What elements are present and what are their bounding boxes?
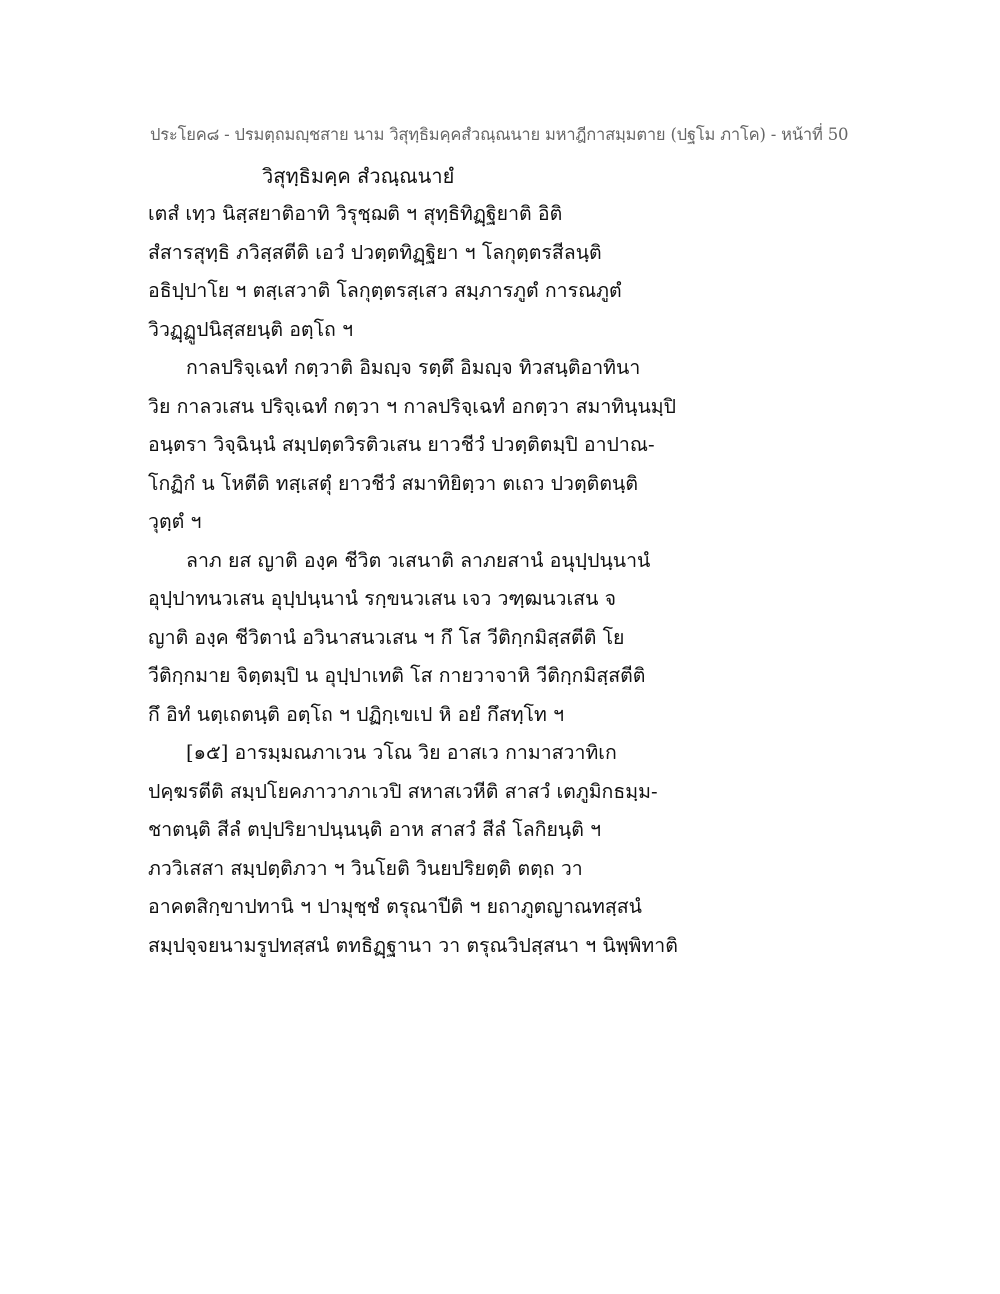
- text-line: วีติกฺกมาย จิตฺตมฺปิ น อุปฺปาเทติ โส กายวาจาหิ วีติกฺกมิสฺสตีติ: [148, 664, 646, 687]
- text-line: ปคฺฆรตีติ สมฺปโยคภาวาภาเวปิ สหาสเวหีติ สาสวํ เตภูมิกธมฺม-: [148, 779, 658, 803]
- text-line: กึ อิทํ นตฺเถตนฺติ อตฺโถ ฯ ปฏิกฺเขเป หิ อยํ กึสทฺโท ฯ: [148, 702, 565, 726]
- text-line: สํสารสุทฺธิ ภวิสฺสตีติ เอวํ ปวตฺตทิฏฺฐิยา ฯ โลกุตฺตรสีลนฺติ: [148, 240, 602, 264]
- text-line: เตสํ เทฺว นิสฺสยาติอาทิ วิรุชฺฌติ ฯ สุทฺธิทิฏฺฐิยาติ อิติ: [148, 202, 563, 225]
- text-line: อธิปฺปาโย ฯ ตสฺเสวาติ โลกุตฺตรสฺเสว สมฺภารภูตํ การณภูตํ: [148, 279, 622, 302]
- text-line: อุปฺปาทนวเสน อุปฺปนฺนานํ รกฺขนวเสน เจว วฑฺฒนวเสน จ: [148, 587, 617, 610]
- body-text: [148, 195, 708, 965]
- text-line: วิย กาลวเสน ปริจฺเฉทํ กตฺวา ฯ กาลปริจฺเฉทํ อกตฺวา สมาทินฺนมฺปิ: [148, 394, 677, 418]
- text-line: อนฺตรา วิจฺฉินฺนํ สมฺปตฺตวิรติวเสน ยาวชีวํ ปวตฺติตมฺปิ อาปาณ-: [148, 433, 655, 456]
- text-line: [๑๕] อารมฺมณภาเวน วโณ วิย อาสเว กามาสวาทิเก: [186, 741, 617, 764]
- text-line: วุตฺตํ ฯ: [148, 510, 202, 533]
- text-line: ชาตนฺติ สีลํ ตปฺปริยาปนฺนนฺติ อาห สาสวํ สีลํ โลกิยนฺติ ฯ: [148, 818, 602, 841]
- text-line: วิวฏฺฏูปนิสฺสยนฺติ อตฺโถ ฯ: [148, 317, 354, 341]
- text-line: ลาภ ยส ญาติ องฺค ชีวิต วเสนาติ ลาภยสานํ อนุปฺปนฺนานํ: [186, 548, 651, 572]
- running-header: ประโยค๘ - ปรมตฺถมญฺชสาย นาม วิสุทฺธิมคฺคสํวณฺณนาย มหาฎีกาสมฺมตาย (ปฐโม ภาโค) - หน้าที่ 50: [150, 125, 849, 144]
- text-line: กาลปริจฺเฉทํ กตฺวาติ อิมญฺจ รตฺตึ อิมญฺจ ทิวสนฺติอาทินา: [186, 356, 641, 379]
- text-line: ญาติ องฺค ชีวิตานํ อวินาสนวเสน ฯ กึ โส วีติกฺกมิสฺสตีติ โย: [148, 625, 625, 649]
- text-line: อาคตสิกฺขาปทานิ ฯ ปามุชฺชํ ตรุณาปีติ ฯ ยถาภูตญาณทสฺสนํ: [148, 895, 642, 918]
- text-line: ภววิเสสา สมฺปตฺติภวา ฯ วินโยติ วินยปริยตฺติ ตตฺถ วา: [148, 856, 583, 880]
- book-title: วิสุทฺธิมคฺค สํวณฺณนายํ: [262, 164, 455, 188]
- text-line: สมฺปจฺจยนามรูปทสฺสนํ ตทธิฏฺฐานา วา ตรุณวิปสฺสนา ฯ นิพฺพิทาติ: [148, 933, 678, 957]
- text-line: โกฏิกํ น โหตีติ ทสฺเสตุํ ยาวชีวํ สมาทิยิตฺวา ตเถว ปวตฺติตนฺติ: [148, 471, 638, 495]
